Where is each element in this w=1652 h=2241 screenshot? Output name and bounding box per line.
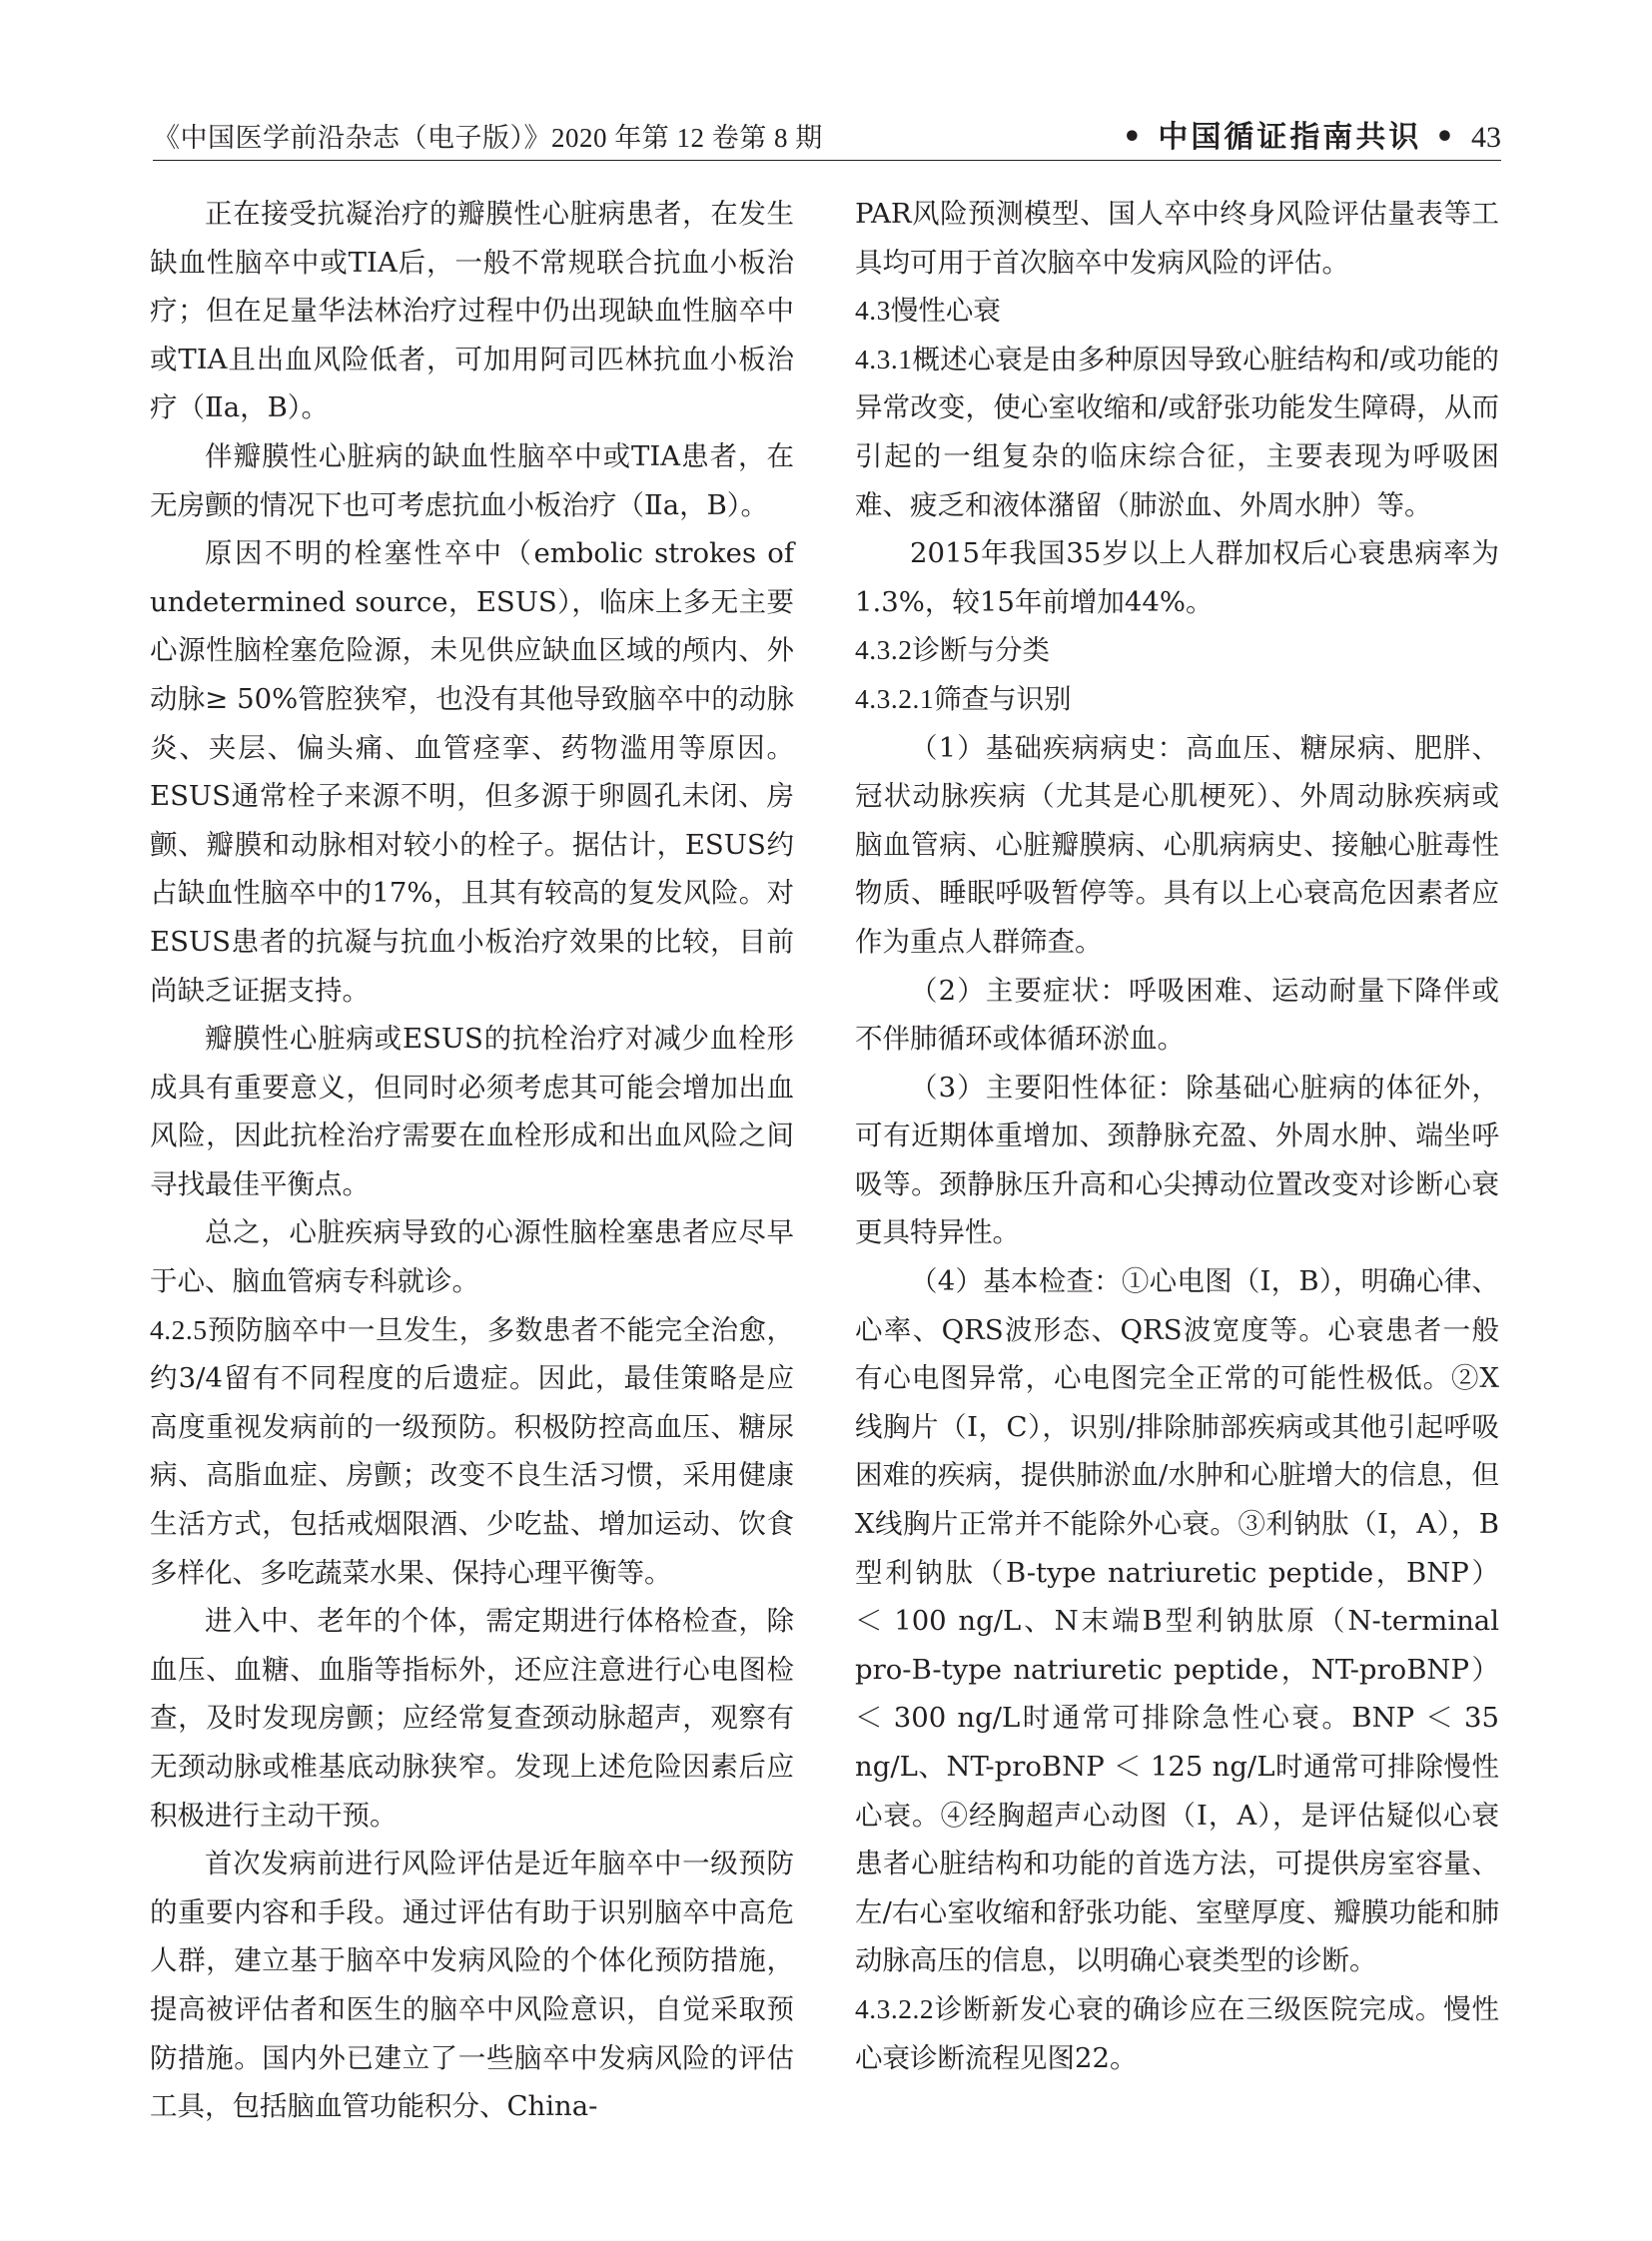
- paragraph: 正在接受抗凝治疗的瓣膜性心脏病患者，在发生缺血性脑卒中或TIA后，一般不常规联合抗血小板治疗；但在足量华法林治疗过程中仍出现缺血性脑卒中或TIA且出血风险低者，可加用阿司匹林抗血小板治疗（Ⅱa，B）。: [150, 198, 794, 424]
- section-4-3: [855, 287, 1499, 336]
- paragraph: 2015年我国35岁以上人群加权后心衰患病率为1.3%，较15年前增加44%。: [855, 537, 1499, 618]
- section-label: • 中国循证指南共识 •: [1122, 120, 1457, 155]
- heading-title: 诊断与分类: [912, 634, 1050, 667]
- section-4-3-2-2: [855, 1985, 1499, 2082]
- section-title: [1123, 112, 1501, 156]
- paragraph-text: 新发心衰的确诊应在三级医院完成。慢性心衰诊断流程见图22。: [855, 1992, 1500, 2074]
- paragraph-text: 脑卒中一旦发生，多数患者不能完全治愈，约3/4留有不同程度的后遗症。因此，最佳策略是应高度重视发病前的一级预防。积极防控高血压、糖尿病、高脂血症、房颤；改变不良生活习惯，采用健康生活方式，包括戒烟限酒、少吃盐、增加运动、饮食多样化、多吃蔬菜水果、保持心理平衡等。: [150, 1313, 795, 1589]
- heading-number: 4.3.2: [855, 634, 913, 666]
- paragraph: 进入中、老年的个体，需定期进行体格检查，除血压、血糖、血脂等指标外，还应注意进行心电图检查，及时发现房颤；应经常复查颈动脉超声，观察有无颈动脉或椎基底动脉狭窄。发现上述危险因素后应积极进行主动干预。: [150, 1605, 794, 1832]
- heading-number: 4.3.2.2: [855, 1992, 935, 2024]
- section-4-2-5: [150, 1306, 794, 1598]
- left-column: [150, 190, 794, 2131]
- paragraph: 总之，心脏疾病导致的心源性脑栓塞患者应尽早于心、脑血管病专科就诊。: [150, 1216, 794, 1298]
- heading-number: 4.3: [855, 295, 891, 327]
- paragraph: 瓣膜性心脏病或ESUS的抗栓治疗对减少血栓形成具有重要意义，但同时必须考虑其可能会增加出血风险，因此抗栓治疗需要在血栓形成和出血风险之间寻找最佳平衡点。: [150, 1023, 794, 1200]
- paragraph: PAR风险预测模型、国人卒中终身风险评估量表等工具均可用于首次脑卒中发病风险的评估。: [855, 198, 1499, 279]
- heading-title: 慢性心衰: [890, 295, 1001, 328]
- page-number: 43: [1471, 121, 1501, 154]
- journal-title: 《中国医学前沿杂志（电子版）》2020 年第 12 卷第 8 期: [153, 123, 823, 153]
- paragraph: 首次发病前进行风险评估是近年脑卒中一级预防的重要内容和手段。通过评估有助于识别脑卒中高危人群，建立基于脑卒中发病风险的个体化预防措施，提高被评估者和医生的脑卒中风险意识，自觉采取预防措施。国内外已建立了一些脑卒中发病风险的评估工具，包括脑血管功能积分、China-: [150, 1848, 794, 2123]
- heading-number: 4.3.1: [855, 343, 913, 374]
- heading-title: 诊断: [934, 1992, 992, 2025]
- list-item: （4）基本检查：①心电图（Ⅰ，B），明确心律、心率、QRS波形态、QRS波宽度等。心衰患者一般有心电图异常，心电图完全正常的可能性极低。②X线胸片（Ⅰ，C），识别/排除肺部疾病或其他引起呼吸困难的疾病，提供肺淤血/水肿和心脏增大的信息，但X线胸片正常并不能除外心衰。③利钠肽（Ⅰ，A），B型利钠肽（B-type natriuretic peptide，BNP）＜ 100 ng/L、N末端B型利钠肽原（N-terminal pro-B-type natriuretic peptide，NT-proBNP）＜ 300 ng/L时通常可排除急性心衰。BNP ＜ 35 ng/L、NT-proBNP ＜ 125 ng/L时通常可排除慢性心衰。④经胸超声心动图（Ⅰ，A），是评估疑似心衰患者心脏结构和功能的首选方法，可提供房室容量、左/右心室收缩和舒张功能、室壁厚度、瓣膜功能和肺动脉高压的信息，以明确心衰类型的诊断。: [855, 1265, 1499, 1977]
- right-column: [855, 190, 1499, 2082]
- heading-title: 预防: [207, 1313, 264, 1346]
- section-4-3-2: [855, 626, 1499, 675]
- section-4-3-1: [855, 336, 1499, 529]
- list-item: （1）基础疾病病史：高血压、糖尿病、肥胖、冠状动脉疾病（尤其是心肌梗死）、外周动脉疾病或脑血管病、心脏瓣膜病、心肌病病史、接触心脏毒性物质、睡眠呼吸暂停等。具有以上心衰高危因素者应作为重点人群筛查。: [855, 731, 1499, 958]
- heading-number: 4.2.5: [150, 1313, 208, 1345]
- paragraph: 伴瓣膜性心脏病的缺血性脑卒中或TIA患者，在无房颤的情况下也可考虑抗血小板治疗（Ⅱa，B）。: [150, 439, 794, 521]
- paragraph-text: 心衰是由多种原因导致心脏结构和/或功能的异常改变，使心室收缩和/或舒张功能发生障碍，从而引起的一组复杂的临床综合征，主要表现为呼吸困难、疲乏和液体潴留（肺淤血、外周水肿）等。: [855, 343, 1500, 521]
- header-rule: [153, 160, 1501, 161]
- running-header: [153, 108, 1501, 168]
- paragraph: 原因不明的栓塞性卒中（embolic strokes of undetermined source，ESUS），临床上多无主要心源性脑栓塞危险源，未见供应缺血区域的颅内、外动脉≥ 50%管腔狭窄，也没有其他导致脑卒中的动脉炎、夹层、偏头痛、血管痉挛、药物滥用等原因。ESUS通常栓子来源不明，但多源于卵圆孔未闭、房颤、瓣膜和动脉相对较小的栓子。据估计，ESUS约占缺血性脑卒中的17%，且其有较高的复发风险。对ESUS患者的抗凝与抗血小板治疗效果的比较，目前尚缺乏证据支持。: [150, 537, 794, 1007]
- list-item: （2）主要症状：呼吸困难、运动耐量下降伴或不伴肺循环或体循环淤血。: [855, 974, 1499, 1056]
- heading-number: 4.3.2.1: [855, 682, 935, 714]
- list-item: （3）主要阳性体征：除基础心脏病的体征外，可有近期体重增加、颈静脉充盈、外周水肿、端坐呼吸等。颈静脉压升高和心尖搏动位置改变对诊断心衰更具特异性。: [855, 1071, 1499, 1249]
- heading-title: 筛查与识别: [934, 682, 1072, 715]
- section-4-3-2-1: [855, 675, 1499, 724]
- heading-title: 概述: [912, 343, 968, 375]
